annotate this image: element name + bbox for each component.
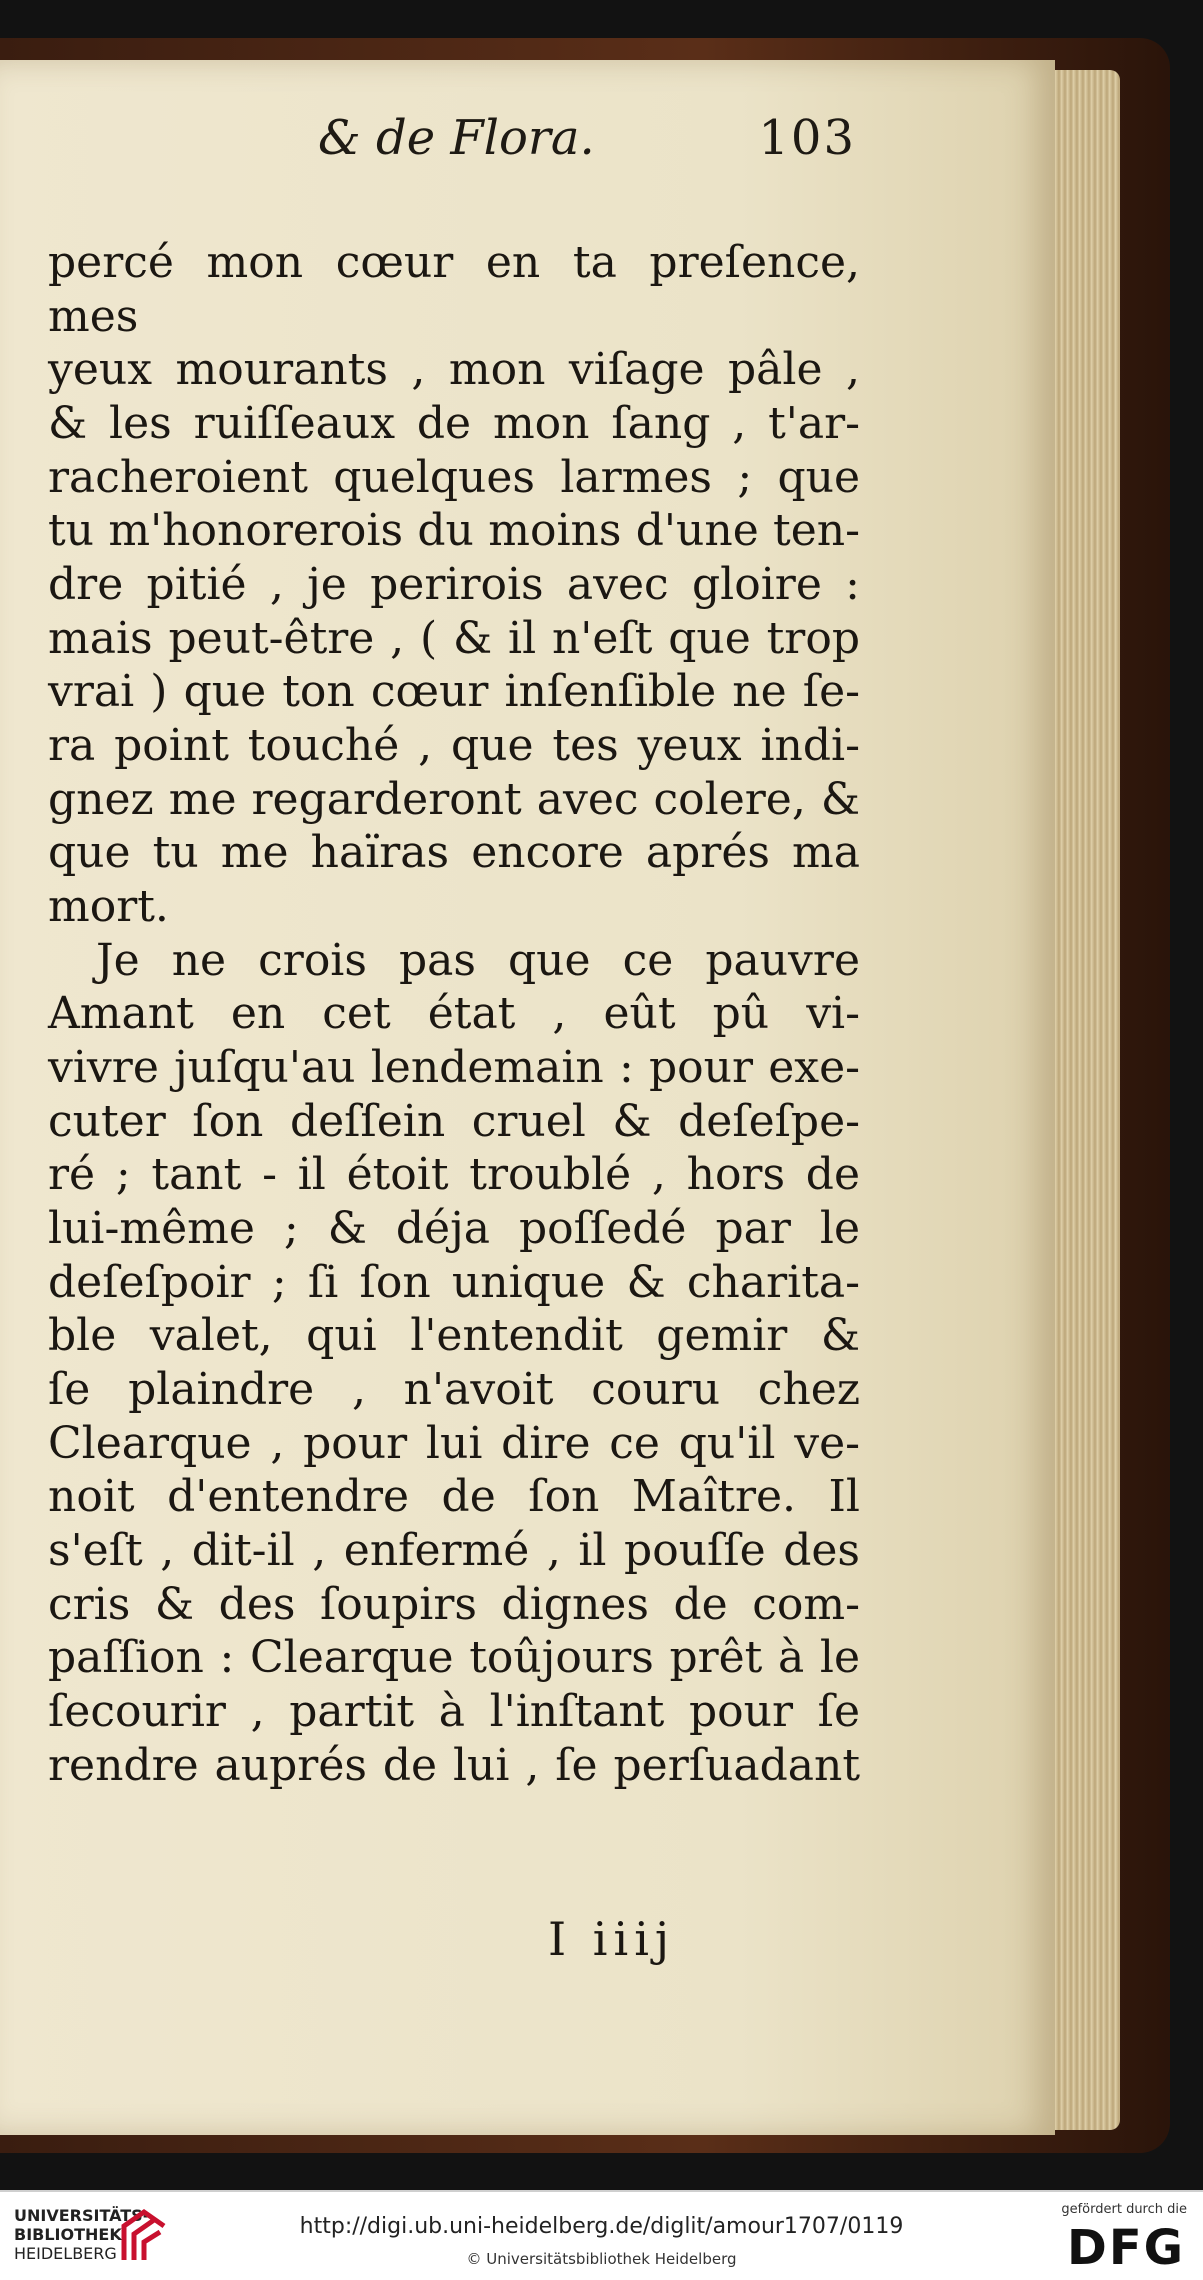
running-title: & de Flora.: [318, 110, 595, 166]
text-line: percé mon cœur en ta preſence, mes: [48, 237, 860, 342]
text-line: rendre auprés de lui , ſe perſuadant: [48, 1739, 860, 1791]
copyright-notice: © Universitätsbibliothek Heidelberg: [466, 2250, 737, 2268]
text-line: vivre juſqu'au lendemain : pour exe-: [48, 1042, 860, 1094]
text-line: paſſion : Clearque toûjours prêt à le: [48, 1632, 860, 1684]
text-line: ble valet, qui l'entendit gemir &: [48, 1310, 860, 1362]
text-line: ſe plaindre , n'avoit couru chez: [48, 1364, 860, 1416]
running-header: [0, 110, 860, 180]
text-line: s'eſt , dit-il , enfermé , il pouſſe des: [48, 1525, 860, 1577]
page-number: 103: [758, 110, 856, 166]
text-line: Clearque , pour lui dire ce qu'il ve-: [48, 1417, 860, 1469]
text-line: yeux mourants , mon viſage pâle ,: [48, 344, 860, 396]
text-line: Je ne crois pas que ce pauvre: [96, 934, 860, 986]
text-line: mort.: [48, 881, 169, 933]
permalink-url[interactable]: http://digi.ub.uni-heidelberg.de/diglit/amour1707/0119: [299, 2214, 904, 2239]
library-name-line: BIBLIOTHEK: [14, 2225, 122, 2244]
library-name-line: HEIDELBERG: [14, 2244, 117, 2263]
text-line: cuter ſon deſſein cruel & deſeſpe-: [48, 1095, 860, 1147]
text-line: gnez me regarderont avec colere, &: [48, 773, 860, 825]
text-line: dre pitié , je perirois avec gloire :: [48, 559, 860, 611]
text-line: ſecourir , partit à l'inſtant pour ſe: [48, 1686, 860, 1738]
text-line: mais peut-être , ( & il n'eſt que trop: [48, 612, 860, 664]
text-line: lui-même ; & déja poſſedé par le: [48, 1203, 860, 1255]
signature-mark: I iiij: [548, 1912, 676, 1966]
funding-note: gefördert durch die: [1061, 2202, 1187, 2217]
text-line: cris & des ſoupirs dignes de com-: [48, 1578, 860, 1630]
text-line: que tu me haïras encore aprés ma: [48, 827, 860, 879]
text-line: tu m'honorerois du moins d'une ten-: [48, 505, 860, 557]
footer-bar: [0, 2190, 1203, 2280]
text-line: noit d'entendre de ſon Maître. Il: [48, 1471, 860, 1523]
text-line: deſeſpoir ; ſi ſon unique & charita-: [48, 1256, 860, 1308]
text-line: racheroient quelques larmes ; que: [48, 451, 860, 503]
text-line: ré ; tant - il étoit troublé , hors de: [48, 1149, 860, 1201]
text-line: Amant en cet état , eût pû vi-: [48, 988, 860, 1040]
text-line: vrai ) que ton cœur inſenſible ne ſe-: [48, 666, 860, 718]
library-name-line: UNIVERSITÄTS-: [14, 2206, 150, 2225]
text-line: & les ruiſſeaux de mon ſang , t'ar-: [48, 398, 860, 450]
body-text: [48, 236, 860, 1792]
text-line: ra point touché , que tes yeux indi-: [48, 720, 860, 772]
dfg-logo[interactable]: DFG: [1066, 2220, 1185, 2276]
